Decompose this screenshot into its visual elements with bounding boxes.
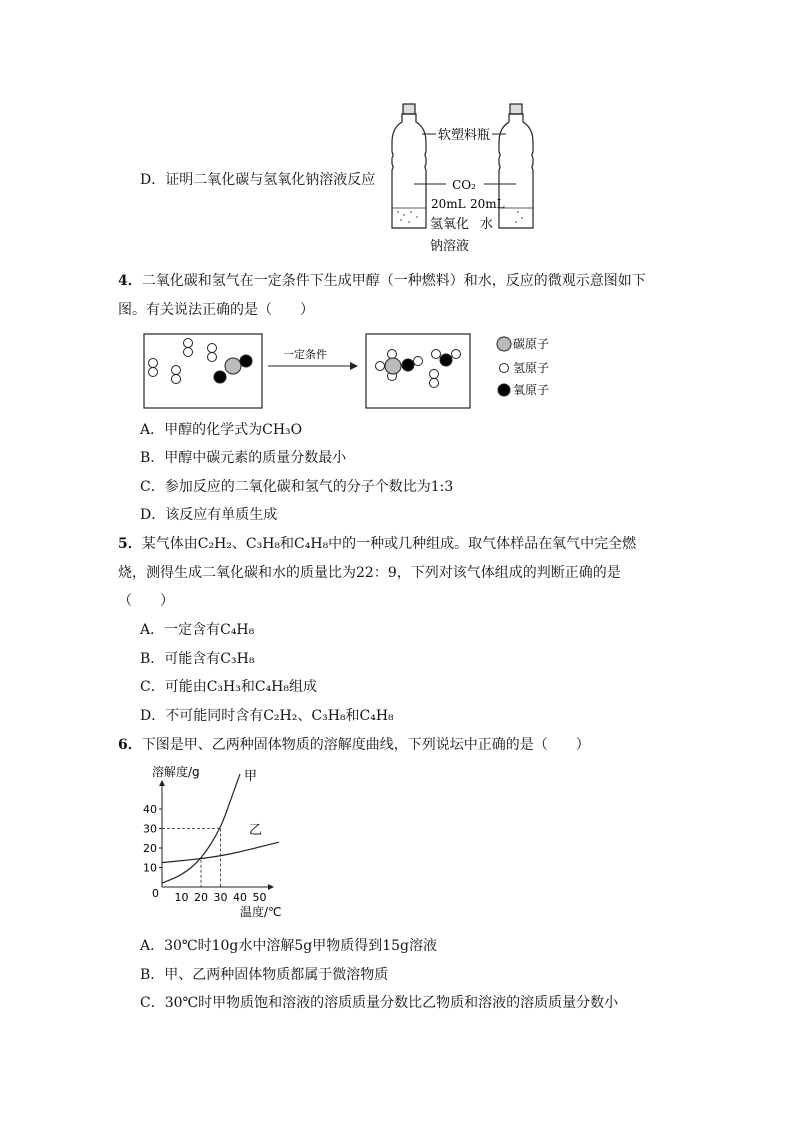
reactant-molecules [149, 339, 253, 384]
y-tick-label: 10 [143, 861, 157, 875]
atom-legend [497, 337, 511, 396]
left-bottle-liquid [397, 211, 418, 223]
right-bottle-liquid [515, 211, 523, 223]
arrow-label: 一定条件 [283, 348, 327, 361]
legend-hydrogen: 氢原子 [513, 361, 550, 375]
series-label-yi: 乙 [249, 823, 263, 839]
x-axis-arrow [268, 884, 274, 890]
q6-option-b: B．甲、乙两种固体物质都属于微溶物质 [140, 967, 389, 983]
q3-option-d: D．证明二氧化碳与氢氧化钠溶液反应 [140, 172, 376, 188]
x-tick-label: 10 [174, 891, 189, 904]
series-label-jia: 甲 [244, 768, 258, 784]
y-tick-label: 40 [143, 803, 157, 816]
q4-option-c: C．参加反应的二氧化碳和氢气的分子个数比为1:3 [140, 479, 454, 495]
chart-ylabel: 溶解度/g [152, 765, 200, 779]
chart-xlabel: 温度/℃ [240, 905, 282, 919]
q4-stem-line2: 图。有关说法正确的是（ ） [118, 302, 314, 318]
q6-stem-text: 下图是甲、乙两种固体物质的溶解度曲线，下列说坛中正确的是（ ） [141, 737, 590, 753]
x-tick-label: 30 [213, 891, 228, 904]
reactants-box [144, 334, 262, 408]
chart-guide-lines [162, 829, 221, 888]
q4-number: 4． [118, 273, 142, 289]
q3-bottle-figure [384, 100, 544, 260]
right-volume: 20mL [470, 197, 505, 211]
y-axis-arrow [159, 780, 165, 786]
q5-number: 5． [118, 536, 142, 552]
q4-stem-text1: 二氧化碳和氢气在一定条件下生成甲醇（一种燃料）和水，反应的微观示意图如下 [141, 273, 646, 289]
left-liquid-label: 氢氧化 [430, 217, 470, 232]
chart-origin: 0 [152, 887, 159, 900]
q5-option-b: B．可能含有C₃H₈ [140, 651, 255, 667]
q4-option-d: D．该反应有单质生成 [140, 507, 278, 523]
legend-carbon: 碳原子 [513, 337, 550, 351]
gas-label: CO₂ [452, 178, 476, 192]
q5-option-c: C．可能由C₃H₃和C₄H₈组成 [140, 679, 318, 695]
q4-reaction-figure [140, 330, 560, 414]
bottle-label: 软塑料瓶 [437, 128, 491, 143]
q5-stem-text1: 某气体由C₂H₂、C₃H₈和C₄H₈中的一种或几种组成。取气体样品在氧气中完全燃 [141, 536, 637, 552]
q4-option-b: B．甲醇中碳元素的质量分数最小 [140, 450, 347, 466]
x-tick-label: 50 [252, 891, 267, 904]
right-liquid-label: 水 [480, 217, 494, 232]
product-molecules [376, 350, 461, 388]
q5-stem-line1 [118, 534, 636, 554]
q6-number: 6． [118, 737, 142, 753]
products-box [366, 334, 470, 408]
left-bottle [392, 104, 426, 228]
x-tick-label: 40 [233, 891, 247, 904]
y-tick-label: 20 [143, 842, 157, 855]
q5-stem-line3: （ ） [118, 593, 174, 609]
left-liquid-label-2: 钠溶液 [430, 239, 470, 254]
x-tick-label: 20 [194, 891, 208, 904]
solubility-chart [140, 760, 320, 920]
q5-option-d: D．不可能同时含有C₂H₂、C₃H₈和C₄H₈ [140, 708, 394, 724]
left-volume: 20mL [431, 197, 466, 211]
y-tick-label: 30 [143, 822, 157, 836]
hydrogen-legend-icon [500, 364, 509, 373]
oxygen-legend-icon [498, 384, 510, 396]
legend-oxygen: 氧原子 [513, 383, 550, 397]
q6-option-a: A．30℃时10g水中溶解5g甲物质得到15g溶液 [140, 938, 438, 954]
q5-stem-line2: 烧，测得生成二氧化碳和水的质量比为22：9，下列对该气体组成的判断正确的是 [118, 565, 621, 581]
q4-stem-line1 [118, 271, 646, 291]
q5-option-a: A．一定含有C₄H₈ [140, 622, 255, 638]
q6-stem [118, 735, 590, 755]
reaction-arrow-head [350, 362, 358, 370]
q4-option-a: A．甲醇的化学式为CH₃O [140, 422, 303, 438]
q6-option-c: C．30℃时甲物质饱和溶液的溶质质量分数比乙物质和溶液的溶质质量分数小 [140, 995, 619, 1011]
carbon-legend-icon [497, 337, 511, 351]
